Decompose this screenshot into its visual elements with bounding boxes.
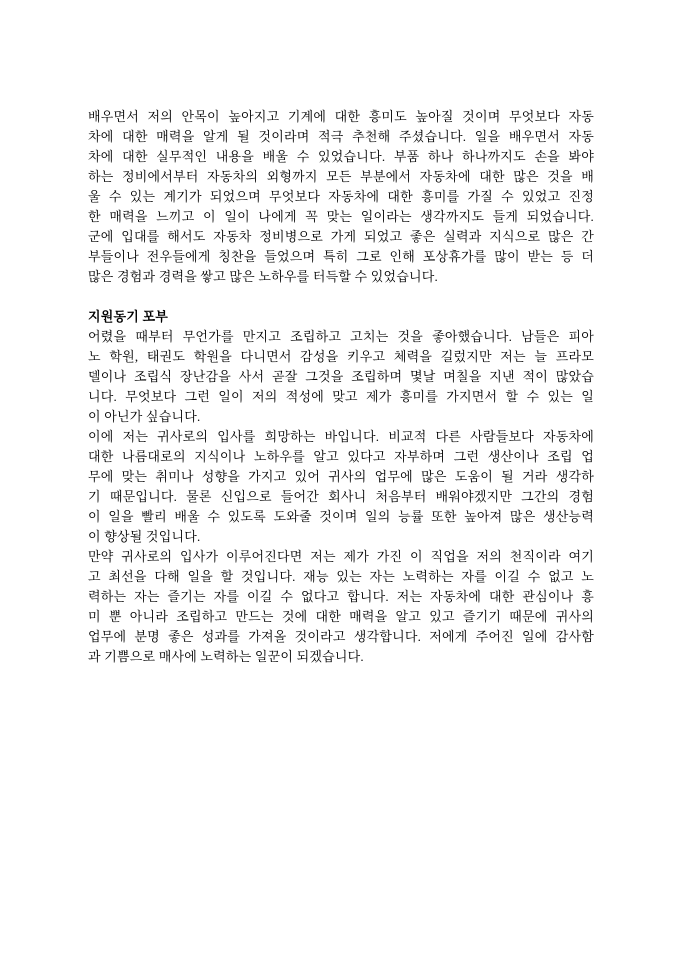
text-line: 델이나 조립식 장난감을 사서 곧잘 그것을 조립하며 몇날 며칠을 지낸 적이 많았습 — [88, 369, 594, 384]
text-line: 업무에 분명 좋은 성과를 가져올 것이라고 생각합니다. 저에게 주어진 일에 감사함 — [88, 629, 594, 644]
text-line: 이 아닌가 싶습니다. — [88, 409, 201, 424]
document-text-block — [88, 107, 594, 667]
text-line: 울 수 있는 계기가 되었으며 무엇보다 자동차에 대한 흥미를 가질 수 있었고 진정 — [88, 189, 594, 204]
text-line: 이 향상될 것입니다. — [88, 529, 201, 544]
text-line: 한 매력을 느끼고 이 일이 나에게 꼭 맞는 일이라는 생각까지도 들게 되었습니다. — [88, 209, 594, 224]
text-line: 하는 정비에서부터 자동차의 외형까지 모든 부분에서 자동차에 대한 많은 것을 배 — [88, 169, 594, 184]
text-line: 무에 맞는 취미나 성향을 가지고 있어 귀사의 업무에 많은 도움이 될 거라 생각하 — [88, 469, 594, 484]
text-line: 과 기쁨으로 매사에 노력하는 일꾼이 되겠습니다. — [88, 649, 364, 664]
text-line: 차에 대한 매력을 알게 될 것이라며 적극 추천해 주셨습니다. 일을 배우면서 자동 — [88, 129, 594, 144]
text-line: 만약 귀사로의 입사가 이루어진다면 저는 제가 가진 이 직업을 저의 천직이라 여기 — [88, 549, 594, 564]
text-line: 고 최선을 다해 일을 할 것입니다. 재능 있는 자는 노력하는 자를 이길 수 없고 노 — [88, 569, 594, 584]
text-line: 차에 대한 실무적인 내용을 배울 수 있었습니다. 부품 하나 하나까지도 손을 봐야 — [88, 149, 594, 164]
text-line: 니다. 무엇보다 그런 일이 저의 적성에 맞고 제가 흥미를 가지면서 할 수 있는 일 — [88, 389, 594, 404]
text-line: 미 뿐 아니라 조립하고 만드는 것에 대한 매력을 알고 있고 즐기기 때문에 귀사의 — [88, 609, 594, 624]
text-line: 군에 입대를 해서도 자동차 정비병으로 가게 되었고 좋은 실력과 지식으로 많은 간 — [88, 229, 594, 244]
text-line: 기 때문입니다. 물론 신입으로 들어간 회사니 처음부터 배워야겠지만 그간의 경험 — [88, 489, 594, 504]
text-line: 력하는 자는 즐기는 자를 이길 수 없다고 합니다. 저는 자동차에 대한 관심이나 흥 — [88, 589, 594, 604]
text-line: 이에 저는 귀사로의 입사를 희망하는 바입니다. 비교적 다른 사람들보다 자동차에 — [88, 429, 594, 444]
text-line: 대한 나름대로의 지식이나 노하우를 알고 있다고 자부하며 그런 생산이나 조립 업 — [88, 449, 594, 464]
text-line: 어렸을 때부터 무언가를 만지고 조립하고 고치는 것을 좋아했습니다. 남들은 피아 — [88, 329, 594, 344]
text-line: 이 일을 빨리 배울 수 있도록 도와줄 것이며 일의 능률 또한 높아져 많은 생산능력 — [88, 509, 594, 524]
text-line: 부들이나 전우들에게 칭찬을 들었으며 특히 그로 인해 포상휴가를 많이 받는 등 더 — [88, 249, 594, 264]
section-heading: 지원동기 포부 — [88, 309, 168, 324]
paragraph — [88, 327, 594, 427]
paragraph — [88, 547, 594, 667]
text-line: 많은 경험과 경력을 쌓고 많은 노하우를 터득할 수 있었습니다. — [88, 269, 439, 284]
text-line: 배우면서 저의 안목이 높아지고 기계에 대한 흥미도 높아질 것이며 무엇보다 자동 — [88, 109, 594, 124]
text-line: 노 학원, 태권도 학원을 다니면서 감성을 키우고 체력을 길렀지만 저는 늘 프라모 — [88, 349, 594, 364]
paragraph — [88, 427, 594, 547]
paragraph — [88, 107, 594, 287]
